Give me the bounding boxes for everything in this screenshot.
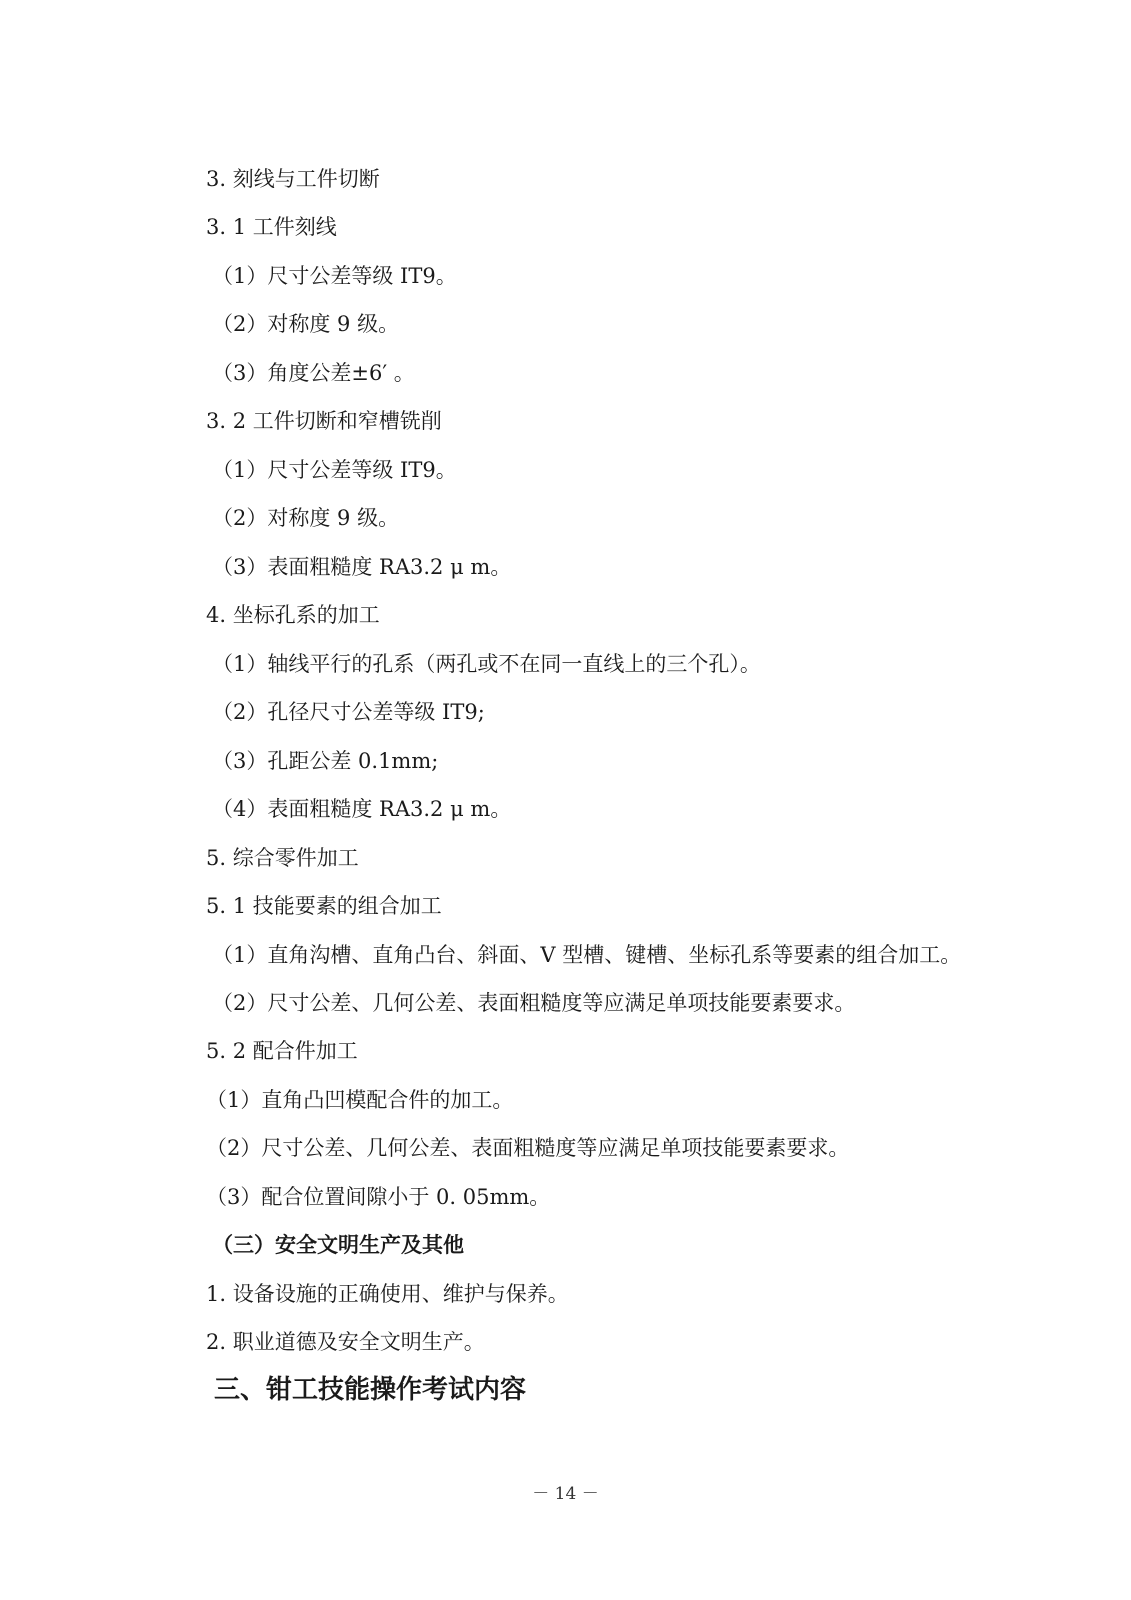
list-item: （2）尺寸公差、几何公差、表面粗糙度等应满足单项技能要素要求。 (206, 1136, 850, 1160)
list-item: （3）角度公差±6′ 。 (212, 361, 415, 385)
heading-5: 5. 综合零件加工 (206, 846, 359, 870)
list-item: 2. 职业道德及安全文明生产。 (206, 1330, 485, 1354)
list-item: （4）表面粗糙度 RA3.2 μ m。 (212, 797, 512, 821)
list-item: （1）尺寸公差等级 IT9。 (212, 264, 457, 288)
list-item: （3）孔距公差 0.1mm; (212, 749, 439, 773)
list-item: （3）配合位置间隙小于 0. 05mm。 (206, 1185, 551, 1209)
heading-4: 4. 坐标孔系的加工 (206, 603, 380, 627)
list-item: （1）轴线平行的孔系（两孔或不在同一直线上的三个孔）。 (212, 652, 761, 676)
list-item: 1. 设备设施的正确使用、维护与保养。 (206, 1282, 569, 1306)
subheading-5-2: 5. 2 配合件加工 (206, 1039, 358, 1063)
list-item: （1）直角沟槽、直角凸台、斜面、V 型槽、键槽、坐标孔系等要素的组合加工。 (212, 943, 962, 967)
subheading-3-2: 3. 2 工件切断和窄槽铣削 (206, 409, 442, 433)
subheading-5-1: 5. 1 技能要素的组合加工 (206, 894, 442, 918)
list-item: （2）尺寸公差、几何公差、表面粗糙度等应满足单项技能要素要求。 (212, 991, 856, 1015)
list-item: （1）直角凸凹模配合件的加工。 (206, 1088, 514, 1112)
list-item: （1）尺寸公差等级 IT9。 (212, 458, 457, 482)
list-item: （2）对称度 9 级。 (212, 506, 400, 530)
chapter-heading: 三、钳工技能操作考试内容 (214, 1375, 527, 1405)
subheading-3-1: 3. 1 工件刻线 (206, 215, 337, 239)
heading-3: 3. 刻线与工件切断 (206, 167, 380, 191)
list-item: （2）孔径尺寸公差等级 IT9; (212, 700, 485, 724)
list-item: （2）对称度 9 级。 (212, 312, 400, 336)
section-heading-3: （三）安全文明生产及其他 (212, 1232, 464, 1257)
page-number: － 14 － (532, 1484, 599, 1504)
list-item: （3）表面粗糙度 RA3.2 μ m。 (212, 555, 512, 579)
